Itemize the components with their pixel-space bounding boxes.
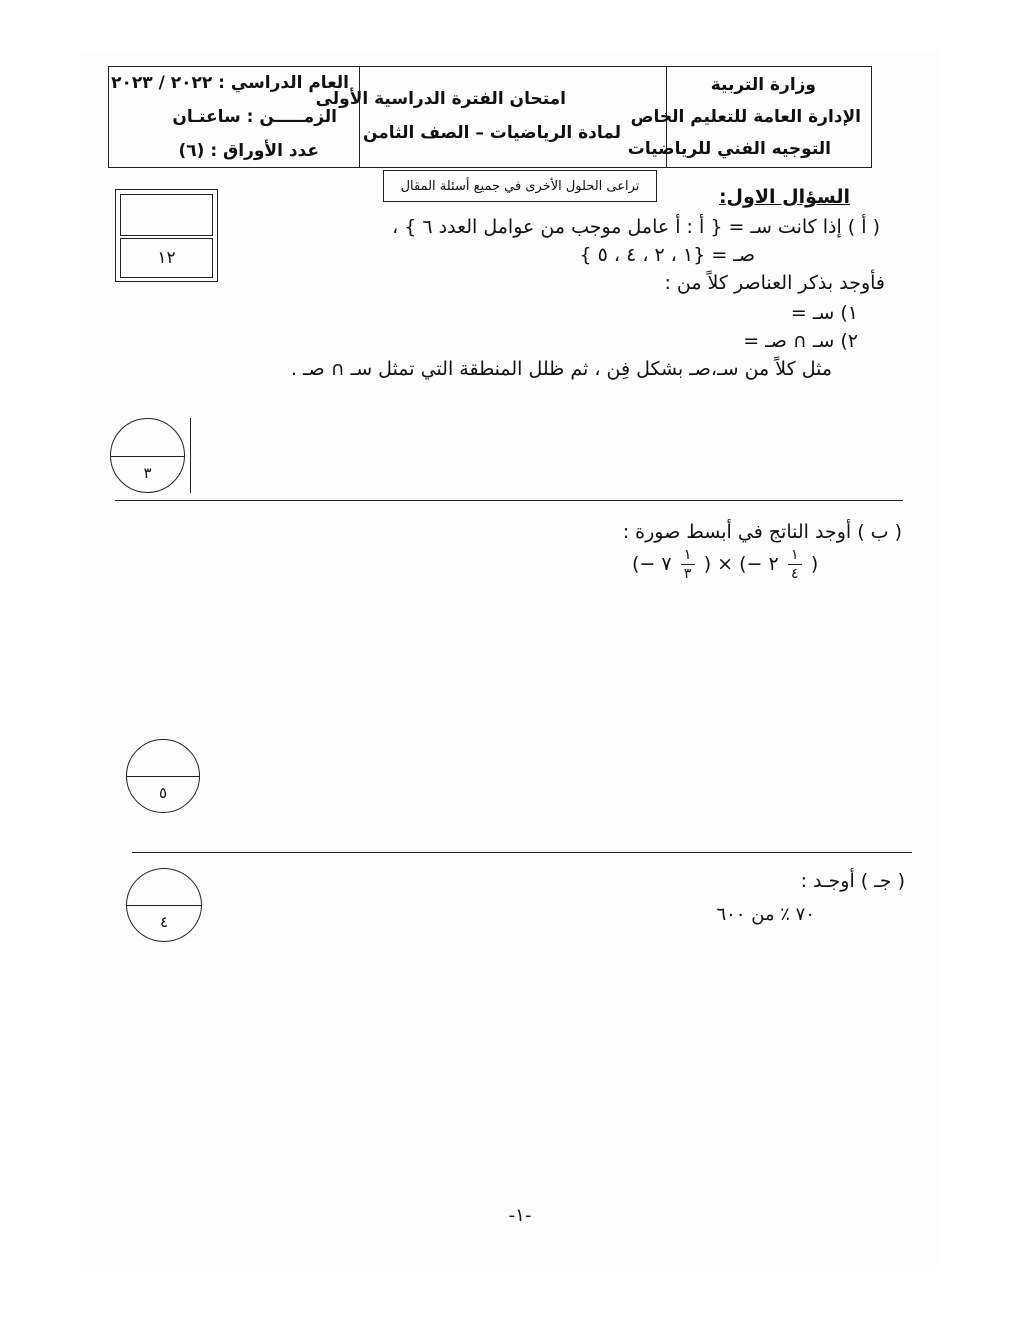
exam-subject: لمادة الرياضيات – الصف الثامن bbox=[362, 123, 621, 143]
fraction-2 bbox=[681, 548, 695, 581]
fraction-1 bbox=[788, 548, 802, 581]
score-total: ١٢ bbox=[157, 248, 176, 268]
part-b-marks: ٥ bbox=[158, 784, 168, 802]
part-a-line3: فأوجد بذكر العناصر كلاً من : bbox=[664, 272, 885, 294]
open-paren-1: (− bbox=[739, 553, 763, 575]
department-name: الإدارة العامة للتعليم الخاص bbox=[630, 107, 861, 127]
part-b-line1: ( ب ) أوجد الناتج في أبسط صورة : bbox=[622, 521, 902, 543]
close-paren-1: ) bbox=[810, 553, 819, 575]
part-a-line4: مثل كلاً من سـ،صـ بشكل فِن ، ثم ظلل المنطقة التي تمثل سـ ∩ صـ . bbox=[290, 358, 832, 380]
fraction-2-denominator: ٣ bbox=[683, 566, 692, 582]
header-table bbox=[108, 66, 872, 168]
divider-1 bbox=[115, 500, 903, 501]
part-a-vertical-rule bbox=[190, 418, 191, 493]
ministry-name: وزارة التربية bbox=[710, 75, 816, 95]
note-text: تراعى الحلول الأخرى في جميع أسئلة المقال bbox=[400, 178, 640, 194]
header-exam-cell bbox=[315, 67, 666, 167]
part-c-line2: ٧٠ ٪ من ٦٠٠ bbox=[716, 904, 815, 925]
part-a-marks: ٣ bbox=[143, 464, 152, 482]
school-year: العام الدراسي : ٢٠٢٢ / ٢٠٢٣ bbox=[111, 73, 349, 93]
question-title: السؤال الاول: bbox=[718, 186, 850, 208]
part-c-marks: ٤ bbox=[159, 913, 169, 931]
close-paren-2: ) bbox=[703, 553, 712, 575]
exam-title: امتحان الفترة الدراسية الأولى bbox=[315, 89, 566, 109]
exam-time: الزمـــــن : ساعتـان bbox=[172, 107, 337, 127]
fraction-1-numerator: ١ bbox=[791, 547, 799, 563]
part-a-line2: صـ = {١ ، ٢ ، ٤ ، ٥ } bbox=[579, 244, 755, 266]
part-b-marks-circle bbox=[126, 739, 200, 813]
divider-2 bbox=[132, 852, 912, 853]
header-info-cell bbox=[109, 67, 359, 167]
fraction-2-numerator: ١ bbox=[683, 547, 692, 563]
fraction-1-denominator: ٤ bbox=[791, 566, 799, 582]
part-b-expression bbox=[632, 548, 818, 581]
part-a-item1: ١) سـ = bbox=[790, 302, 858, 324]
header-ministry-cell bbox=[627, 67, 871, 167]
times-sign: × bbox=[717, 553, 734, 575]
part-a-line1: ( أ ) إذا كانت سـ = { أ : أ عامل موجب من عوامل العدد ٦ } ، bbox=[392, 216, 880, 238]
note-box bbox=[383, 170, 657, 202]
page-number: -١- bbox=[508, 1205, 532, 1226]
score-entry-cell[interactable] bbox=[120, 194, 213, 236]
whole-2: ٧ bbox=[661, 553, 672, 575]
score-total-cell bbox=[120, 238, 213, 278]
whole-1: ٢ bbox=[768, 553, 779, 575]
part-c-marks-circle bbox=[126, 868, 202, 942]
part-a-item2: ٢) سـ ∩ صـ = bbox=[743, 330, 858, 352]
open-paren-2: (− bbox=[632, 553, 656, 575]
part-a-marks-circle bbox=[110, 418, 185, 493]
page-count: عدد الأوراق : (٦) bbox=[178, 141, 319, 161]
part-c-line1: ( جـ ) أوجـد : bbox=[800, 870, 905, 892]
guidance-name: التوجيه الفني للرياضيات bbox=[627, 139, 831, 159]
total-score-box bbox=[115, 189, 218, 282]
